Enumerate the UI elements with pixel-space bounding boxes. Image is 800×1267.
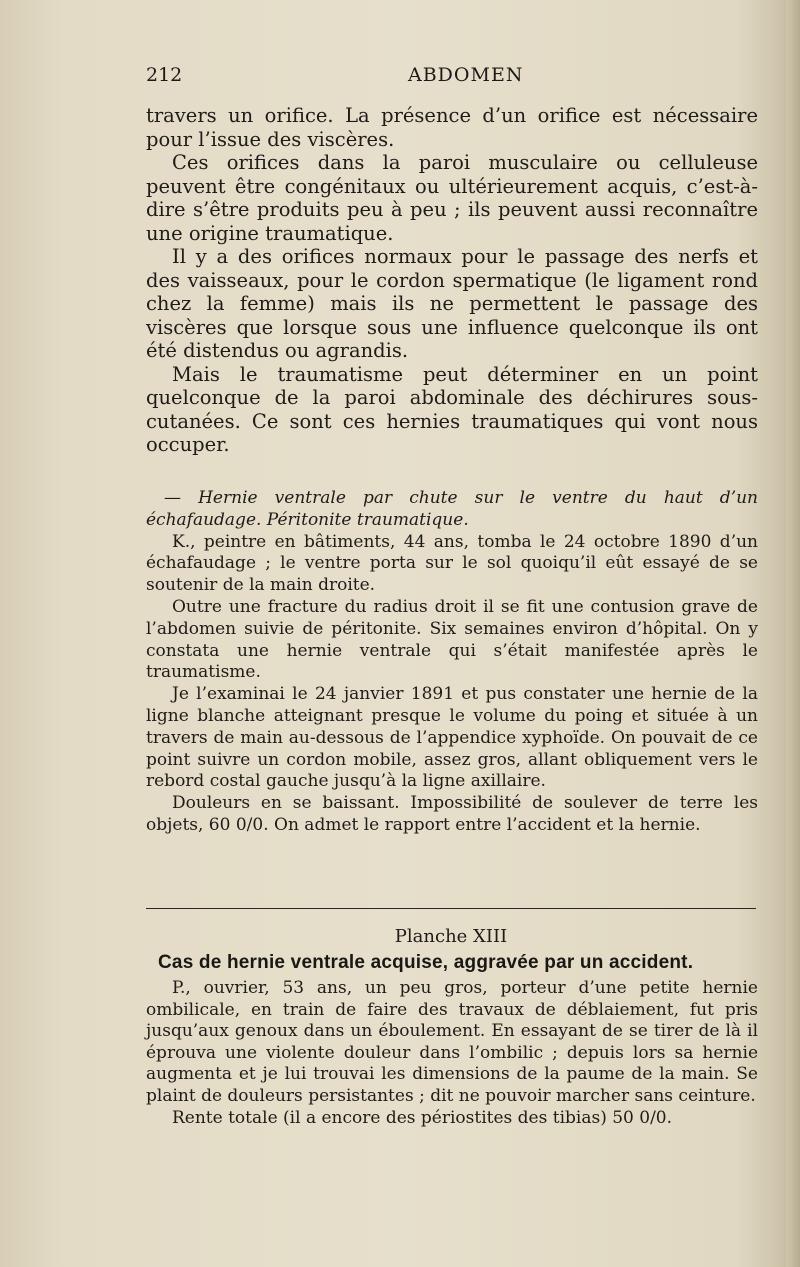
page-number: 212 — [146, 64, 183, 86]
paragraph: Ces orifices dans la paroi musculaire ou celluleuse peuvent être congénitaux ou ultérieurement acquis, c’est-à-dire s’être produits peu à peu ; ils peuvent aussi reconnaître une origine traumatique. — [146, 151, 758, 245]
plate-label: Planche XIII — [394, 926, 508, 947]
paragraph: P., ouvrier, 53 ans, un peu gros, porteur d’une petite hernie ombilicale, en train de faire des travaux de déblaiement, fut pris jusqu’aux genoux dans un éboulement. En essayant de se tirer de là il éprouva une violente douleur dans l’ombilic ; depuis lors sa hernie augmenta et je lui trouvai les dimensions de la paume de la main. Se plaint de douleurs persistantes ; dit ne pouvoir marcher sans ceinture. — [146, 978, 758, 1106]
paragraph: Douleurs en se baissant. Impossibilité de soulever de terre les objets, 60 0/0. On admet le rapport entre l’accident et la hernie. — [146, 793, 758, 835]
paragraph: Il y a des orifices normaux pour le passage des nerfs et des vaisseaux, pour le cordon spermatique (le ligament rond chez la femme) mais ils ne permettent le passage des viscères que lorsque sous une influence quelconque ils ont été distendus ou agrandis. — [146, 245, 758, 362]
page-edge — [786, 0, 800, 1267]
paragraph: Je l’examinai le 24 janvier 1891 et pus constater une hernie de la ligne blanche atteignant presque le volume du poing et située à un travers de main au-dessous de l’appendice xyphoïde. On pouvait de ce point suivre un cordon mobile, assez gros, allant obliquement vers le rebord costal gauche jusqu’à la ligne axillaire. — [146, 684, 758, 792]
case-title: — Hernie ventrale par chute sur le ventre du haut d’un échafaudage. Péritonite traumatique. — [146, 488, 758, 530]
plate-heading: Cas de hernie ventrale acquise, aggravée par un accident. — [158, 952, 694, 973]
intro-text — [146, 104, 758, 457]
plate-case-text — [146, 978, 758, 1129]
running-header — [146, 64, 756, 94]
paragraph: Rente totale (il a encore des périostites des tibias) 50 0/0. — [172, 1107, 673, 1128]
paragraph: travers un orifice. La présence d’un orifice est nécessaire pour l’issue des viscères. — [146, 104, 758, 151]
paragraph: K., peintre en bâtiments, 44 ans, tomba le 24 octobre 1890 d’un échafaudage ; le ventre porta sur le sol quoiqu’il eût essayé de se soutenir de la main droite. — [146, 531, 758, 596]
case-report — [146, 488, 758, 837]
running-title: ABDOMEN — [408, 64, 524, 86]
paragraph: Outre une fracture du radius droit il se fit une contusion grave de l’abdomen suivie de péritonite. Six semaines environ d’hôpital. On y constata une hernie ventrale qui s’était manifestée après le traumatisme. — [146, 596, 758, 683]
section-divider — [146, 908, 756, 909]
paragraph: Mais le traumatisme peut déterminer en un point quelconque de la paroi abdominale des déchirures sous-cutanées. Ce sont ces hernies traumatiques qui vont nous occuper. — [146, 362, 758, 456]
